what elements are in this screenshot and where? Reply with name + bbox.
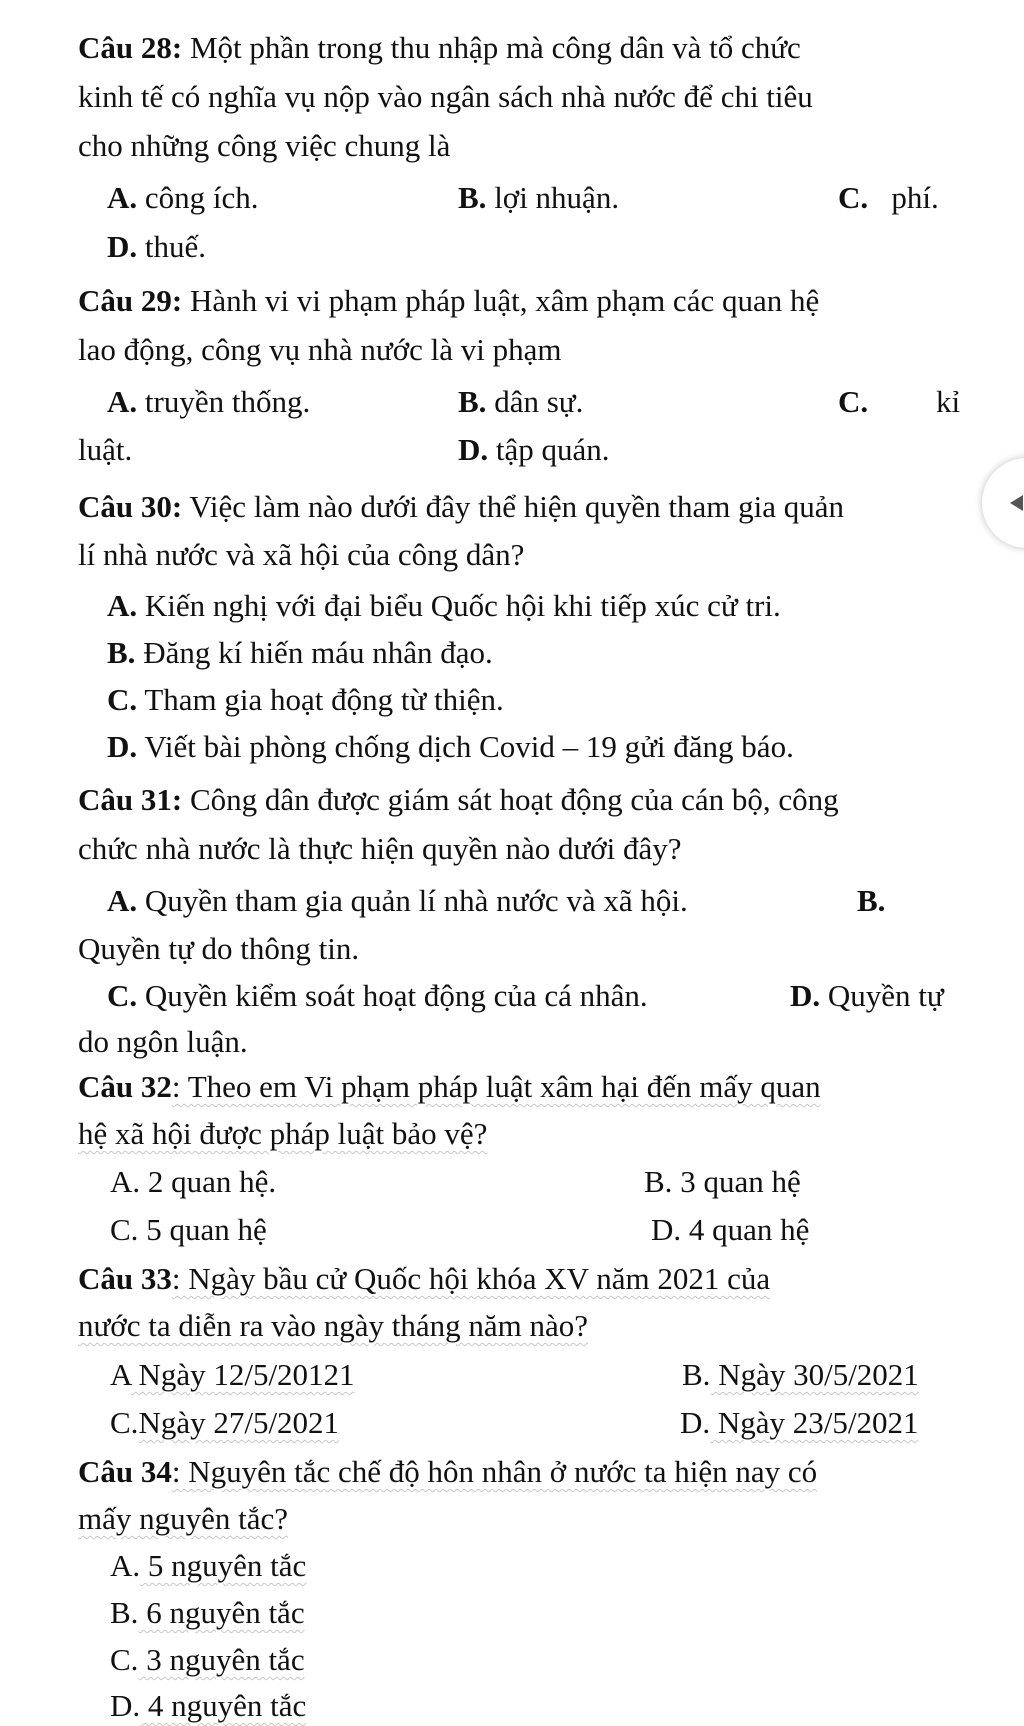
question-29-stem-line-2: lao động, công vụ nhà nước là vi phạm	[78, 332, 562, 367]
question-32-option-d: D. 4 quan hệ	[651, 1212, 810, 1247]
question-28-label: Câu 28:	[78, 30, 183, 65]
question-31-option-c: C. Quyền kiểm soát hoạt động của cá nhân.	[107, 978, 648, 1013]
question-29-option-a: A. truyền thống.	[107, 384, 311, 419]
question-30-stem-line-2: lí nhà nước và xã hội của công dân?	[78, 537, 525, 572]
question-28-option-a: A. công ích.	[107, 180, 259, 215]
question-30-option-d: D. Viết bài phòng chống dịch Covid – 19 gửi đăng báo.	[107, 729, 794, 764]
question-29-option-c-text: kỉ	[936, 384, 961, 419]
question-34-stem-line-1: Câu 34: Nguyên tắc chế độ hôn nhân ở nước ta hiện nay có	[78, 1454, 818, 1489]
question-29-stem-line-1: Câu 29: Hành vi vi phạm pháp luật, xâm phạm các quan hệ	[78, 283, 820, 318]
question-30-stem-line-1: Câu 30: Việc làm nào dưới đây thể hiện quyền tham gia quản	[78, 489, 844, 524]
question-34-label: Câu 34	[78, 1454, 172, 1489]
question-31-option-d-wrap: do ngôn luận.	[78, 1024, 248, 1059]
question-33-option-b: B. Ngày 30/5/2021	[682, 1357, 919, 1392]
question-31-option-b: B.	[857, 883, 886, 918]
question-29-label: Câu 29:	[78, 283, 183, 318]
question-28-option-c: C. phí.	[838, 180, 939, 215]
chevron-left-icon	[1010, 495, 1024, 511]
question-32-option-b: B. 3 quan hệ	[644, 1164, 801, 1199]
question-28-option-b: B. lợi nhuận.	[458, 180, 620, 215]
question-32-stem-line-1: Câu 32: Theo em Vi phạm pháp luật xâm hại đến mấy quan	[78, 1069, 821, 1104]
question-28-option-d: D. thuế.	[107, 229, 207, 264]
question-30-option-a: A. Kiến nghị với đại biểu Quốc hội khi tiếp xúc cử tri.	[107, 588, 781, 623]
question-30-label: Câu 30:	[78, 489, 183, 524]
question-31-option-d: D. Quyền tự	[790, 978, 944, 1013]
question-31-label: Câu 31:	[78, 782, 183, 817]
question-31-option-b-wrap: Quyền tự do thông tin.	[78, 931, 360, 966]
question-29-option-b: B. dân sự.	[458, 384, 584, 419]
question-33-option-c: C.Ngày 27/5/2021	[110, 1405, 340, 1440]
question-32-option-c: C. 5 quan hệ	[110, 1212, 267, 1247]
question-32-option-a: A. 2 quan hệ.	[110, 1164, 277, 1199]
question-31-option-a: A. Quyền tham gia quản lí nhà nước và xã hội.	[107, 883, 688, 918]
question-29-option-c-wrap: luật.	[78, 432, 133, 467]
question-33-stem-line-1: Câu 33: Ngày bầu cử Quốc hội khóa XV năm 2021 của	[78, 1261, 771, 1296]
question-34-option-c: C. 3 nguyên tắc	[110, 1642, 305, 1677]
question-32-stem-line-2: hệ xã hội được pháp luật bảo vệ?	[78, 1116, 488, 1151]
question-32-label: Câu 32	[78, 1069, 172, 1104]
question-34-option-a: A. 5 nguyên tắc	[110, 1548, 307, 1583]
question-30-option-b: B. Đăng kí hiến máu nhân đạo.	[107, 635, 493, 670]
question-29-option-d: D. tập quán.	[458, 432, 610, 467]
question-28-stem-line-2: kinh tế có nghĩa vụ nộp vào ngân sách nhà nước để chi tiêu	[78, 79, 813, 114]
question-31-stem-line-2: chức nhà nước là thực hiện quyền nào dưới đây?	[78, 831, 682, 866]
question-33-label: Câu 33	[78, 1261, 172, 1296]
question-33-option-d: D. Ngày 23/5/2021	[680, 1405, 919, 1440]
question-33-option-a: A Ngày 12/5/20121	[110, 1357, 355, 1392]
question-30-option-c: C. Tham gia hoạt động từ thiện.	[107, 682, 504, 717]
question-34-stem-line-2: mấy nguyên tắc?	[78, 1501, 289, 1536]
question-31-stem-line-1: Câu 31: Công dân được giám sát hoạt động của cán bộ, công	[78, 782, 839, 817]
question-28-stem-line-1: Câu 28: Một phần trong thu nhập mà công dân và tổ chức	[78, 30, 801, 65]
question-28-stem-line-3: cho những công việc chung là	[78, 128, 451, 163]
side-panel-toggle-button[interactable]	[982, 458, 1024, 548]
question-33-stem-line-2: nước ta diễn ra vào ngày tháng năm nào?	[78, 1308, 589, 1343]
question-29-option-c: C.	[838, 384, 869, 419]
question-34-option-b: B. 6 nguyên tắc	[110, 1595, 305, 1630]
question-34-option-d: D. 4 nguyên tắc	[110, 1688, 307, 1723]
